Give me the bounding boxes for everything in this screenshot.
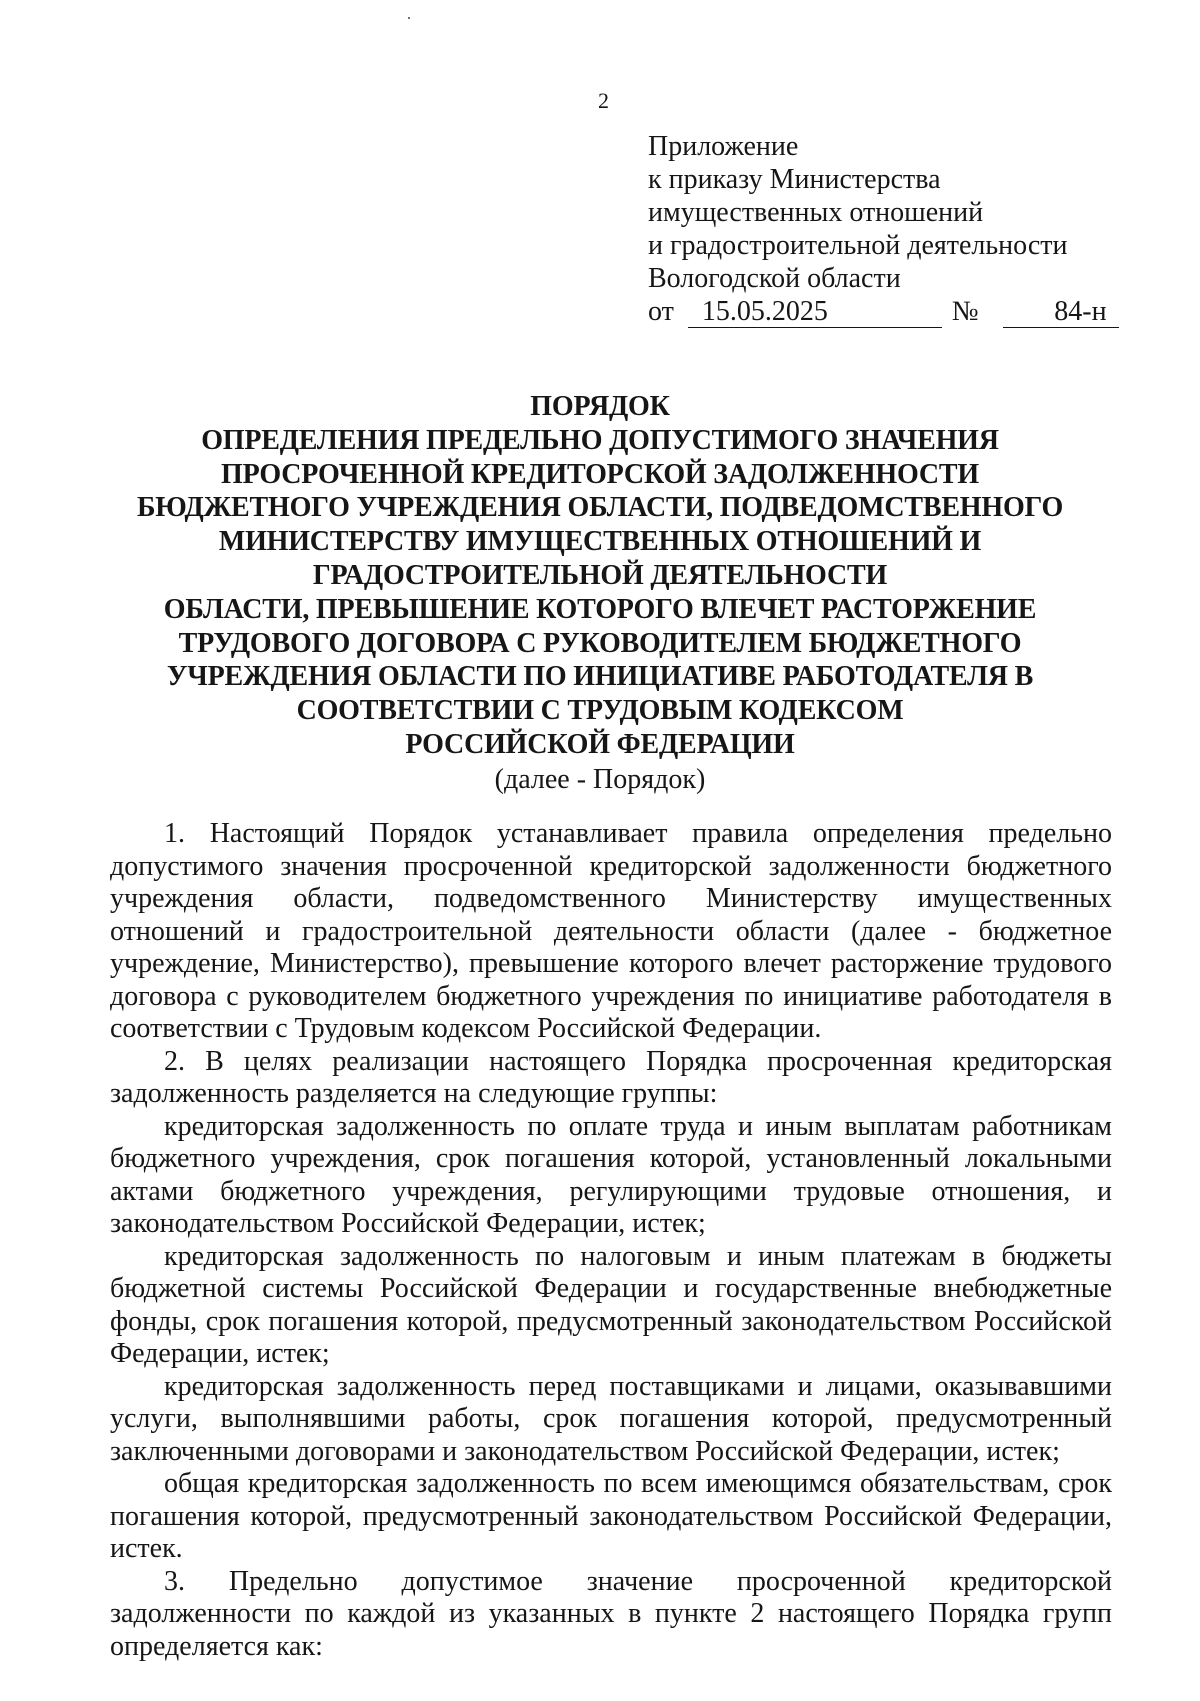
title-line: ПРОСРОЧЕННОЙ КРЕДИТОРСКОЙ ЗАДОЛЖЕННОСТИ [221, 458, 979, 490]
title-line: БЮДЖЕТНОГО УЧРЕЖДЕНИЯ ОБЛАСТИ, ПОДВЕДОМСТВЕННОГО [136, 492, 1064, 524]
title-line: УЧРЕЖДЕНИЯ ОБЛАСТИ ПО ИНИЦИАТИВЕ РАБОТОДАТЕЛЯ В [166, 661, 1034, 693]
appendix-line: Приложение [648, 131, 799, 162]
title-line: ПОРЯДОК [530, 391, 670, 422]
title-line: МИНИСТЕРСТВУ ИМУЩЕСТВЕННЫХ ОТНОШЕНИЙ И [218, 526, 982, 558]
date-prefix: от [648, 296, 674, 327]
title-line: РОССИЙСКОЙ ФЕДЕРАЦИИ [405, 728, 795, 760]
appendix-line: имущественных отношений [648, 197, 984, 228]
order-date: 15.05.2025 [688, 297, 942, 328]
number-sign: № [951, 296, 979, 327]
paragraph-2: 2. В целях реализации настоящего Порядка просроченная кредиторская задолженность разделяется на следующие группы: [110, 1045, 1112, 1109]
title-line: ОБЛАСТИ, ПРЕВЫШЕНИЕ КОТОРОГО ВЛЕЧЕТ РАСТОРЖЕНИЕ [163, 593, 1037, 625]
paragraph-2-item-2: кредиторская задолженность по налоговым и иным платежам в бюджеты бюджетной системы Российской Федерации и государственные внебюджетные фонды, срок погашения которой, предусмотренный законодательством Российской Федерации, истек; [110, 1240, 1112, 1369]
order-number: 84-н [1003, 297, 1119, 328]
paragraph-2-item-1: кредиторская задолженность по оплате труда и иным выплатам работникам бюджетного учреждения, срок погашения которой, установленный локальными актами бюджетного учреждения, регулирующими трудовые отношения, и законодательством Российской Федерации, истек; [110, 1110, 1112, 1239]
order-date-line [648, 295, 1119, 328]
title-line: СООТВЕТСТВИИ С ТРУДОВЫМ КОДЕКСОМ [296, 695, 904, 727]
appendix-line: Вологодской области [648, 263, 901, 294]
paragraph-1: 1. Настоящий Порядок устанавливает правила определения предельно допустимого значения просроченной кредиторской задолженности бюджетного учреждения области, подведомственного Министерству имущественных отношений и градостроительной деятельности области (далее - бюджетное учреждение, Министерство), превышение которого влечет расторжение трудового договора с руководителем бюджетного учреждения по инициативе работодателя в соответствии с Трудовым кодексом Российской Федерации. [110, 818, 1112, 1044]
paragraph-3: 3. Предельно допустимое значение просроченной кредиторской задолженности по каждой из указанных в пункте 2 настоящего Порядка групп определяется как: [110, 1565, 1112, 1662]
scan-speck [408, 17, 410, 19]
appendix-line: к приказу Министерства [648, 164, 941, 195]
title-note: (далее - Порядок) [494, 763, 706, 795]
appendix-header [648, 130, 1119, 328]
paragraph-2-item-3: кредиторская задолженность перед поставщиками и лицами, оказывавшими услуги, выполнявшими работы, срок погашения которой, предусмотренный заключенными договорами и законодательством Российской Федерации, истек; [110, 1370, 1112, 1467]
document-body [110, 818, 1112, 1663]
title-line: ГРАДОСТРОИТЕЛЬНОЙ ДЕЯТЕЛЬНОСТИ [312, 559, 888, 591]
appendix-line: и градостроительной деятельности [648, 230, 1068, 261]
page-number: 2 [598, 88, 609, 113]
title-line: ТРУДОВОГО ДОГОВОРА С РУКОВОДИТЕЛЕМ БЮДЖЕТНОГО [178, 627, 1022, 659]
document-title [100, 390, 1100, 797]
title-line: ОПРЕДЕЛЕНИЯ ПРЕДЕЛЬНО ДОПУСТИМОГО ЗНАЧЕНИЯ [201, 424, 999, 456]
paragraph-2-item-4: общая кредиторская задолженность по всем имеющимся обязательствам, срок погашения которой, предусмотренный законодательством Российской Федерации, истек. [110, 1468, 1112, 1564]
